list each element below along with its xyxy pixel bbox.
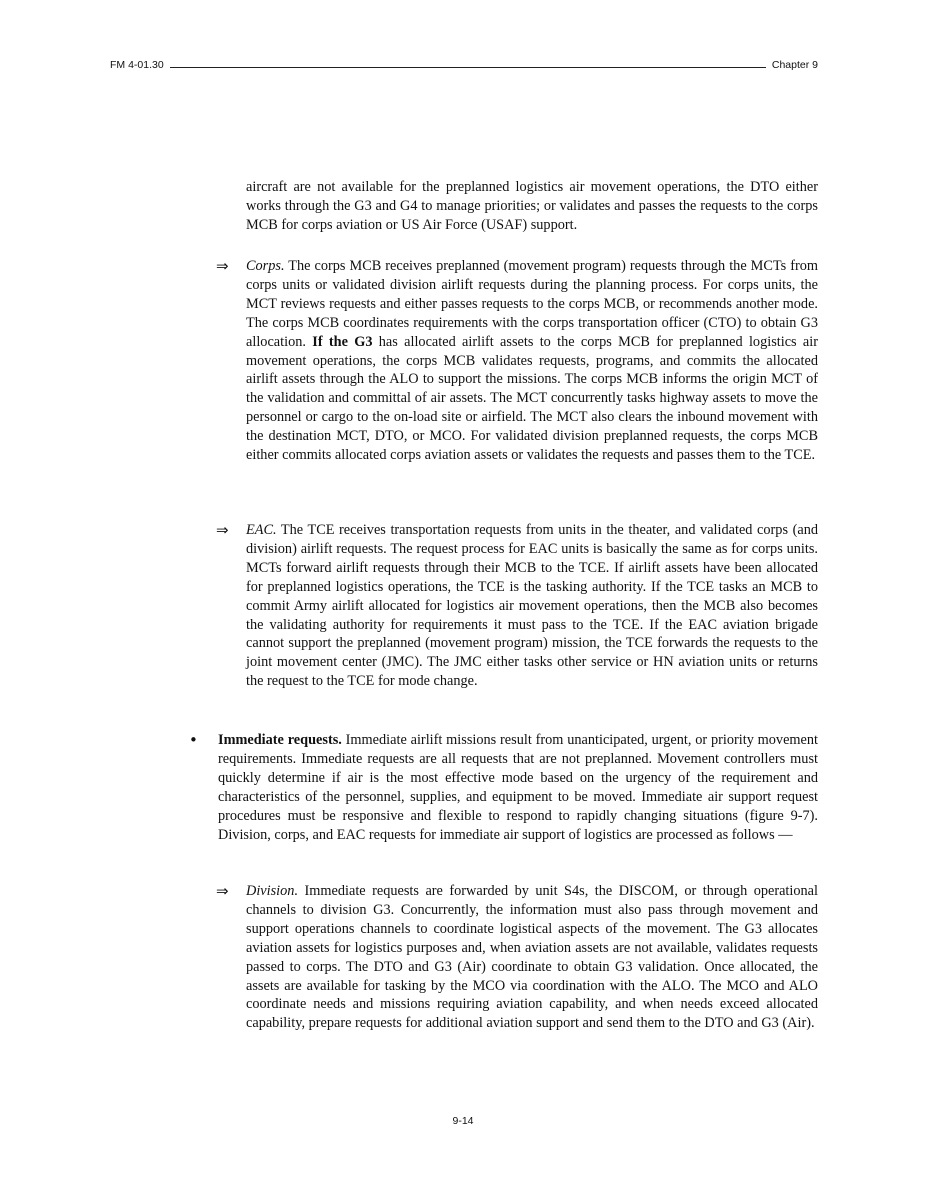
list-item-eac bbox=[216, 521, 818, 691]
arrow-bullet-icon: ⇒ bbox=[216, 257, 229, 275]
header-chapter: Chapter 9 bbox=[771, 59, 818, 71]
round-bullet-icon: • bbox=[189, 731, 198, 749]
list-item-corps bbox=[216, 257, 818, 465]
arrow-bullet-icon: ⇒ bbox=[216, 521, 229, 539]
list-item-division bbox=[216, 882, 818, 1033]
running-header bbox=[110, 55, 818, 71]
corps-bold-phrase: If the G3 bbox=[312, 333, 373, 350]
list-item-immediate-requests bbox=[189, 731, 819, 844]
corps-text-after: has allocated airlift assets to the corps MCB for preplanned logistics air movement operations, the corps MCB validates requests, programs, and commits the allocated airlift assets through the ALO to support the missions. The corps MCB informs the origin MCT of the validation and committal of air assets. The MCT concurrently tasks highway assets to move the personnel or cargo to the on-load site or airfield. The MCT also clears the inbound movement with the destination MCT, DTO, or MCO. For validated division preplanned requests, the corps MCB either commits allocated corps aviation assets or validates the requests and passes them to the TCE. bbox=[246, 333, 818, 464]
division-text: Immediate requests are forwarded by unit S4s, the DISCOM, or through operational channels to division G3. Concurrently, the information must also pass through movement and support operations channels to coordinate logistical aspects of the movement. The G3 allocates aviation assets for logistics purposes and, when aviation assets are not available, validates requests passed to corps. The DTO and G3 (Air) coordinate to obtain G3 validation. Once allocated, the assets are available for tasking by the MCO via coordination with the ALO. The MCO and ALO coordinate needs and missions requiring aviation capability, and when needs exceed allocated capability, prepare requests for additional aviation support and send them to the DTO and G3 (Air). bbox=[246, 883, 818, 1032]
division-paragraph bbox=[246, 882, 818, 1033]
eac-paragraph bbox=[246, 521, 818, 691]
division-lead: Division. bbox=[246, 883, 299, 899]
eac-lead: EAC. bbox=[246, 522, 277, 538]
page-number: 9-14 bbox=[452, 1115, 474, 1127]
immediate-requests-lead: Immediate requests. bbox=[218, 732, 342, 748]
immediate-requests-text: Immediate airlift missions result from unanticipated, urgent, or priority movement requirements. Immediate requests are all requests that are not preplanned. Movement controllers must quickly determine if air is the most effective mode based on the urgency of the requirement and characteristics of the personnel, supplies, and equipment to be moved. Immediate air support request procedures must be responsive and flexible to respond to rapidly changing situations (figure 9-7). Division, corps, and EAC requests for immediate air support of logistics are processed as follows — bbox=[218, 732, 819, 843]
continuation-paragraph: aircraft are not available for the preplanned logistics air movement operations, the DTO either works through the G3 and G4 to manage priorities; or validates and passes the requests to the corps MCB for corps aviation or US Air Force (USAF) support. bbox=[246, 179, 818, 233]
header-rule bbox=[170, 66, 766, 68]
corps-text-before: The corps MCB receives preplanned (movement program) requests through the MCTs from corps units or validated division airlift requests during the planning process. For corps units, the MCT reviews requests and either passes requests to the corps MCB, or recommends another mode. The corps MCB coordinates requirements with the corps transportation officer (CTO) to obtain G3 allocation. bbox=[246, 258, 818, 350]
corps-paragraph bbox=[246, 257, 818, 465]
corps-lead: Corps. bbox=[246, 258, 285, 274]
eac-text: The TCE receives transportation requests from units in the theater, and validated corps (and division) airlift requests. The request process for EAC units is basically the same as for corps units. MCTs forward airlift requests through their MCB to the TCE. If airlift assets have been allocated for preplanned logistics operations, the TCE is the tasking authority. If the TCE tasks an MCB to commit Army airlift allocated for logistics air movement operations, then the MCB also becomes the validating authority for requirements it must pass to the TCE. If the EAC aviation brigade cannot support the preplanned (movement program) mission, the TCE forwards the requests to the joint movement center (JMC). The JMC either tasks other service or HN aviation units or returns the request to the TCE for mode change. bbox=[246, 522, 818, 690]
arrow-bullet-icon: ⇒ bbox=[216, 882, 229, 900]
header-manual-number: FM 4-01.30 bbox=[110, 59, 164, 71]
immediate-requests-paragraph bbox=[218, 731, 818, 844]
